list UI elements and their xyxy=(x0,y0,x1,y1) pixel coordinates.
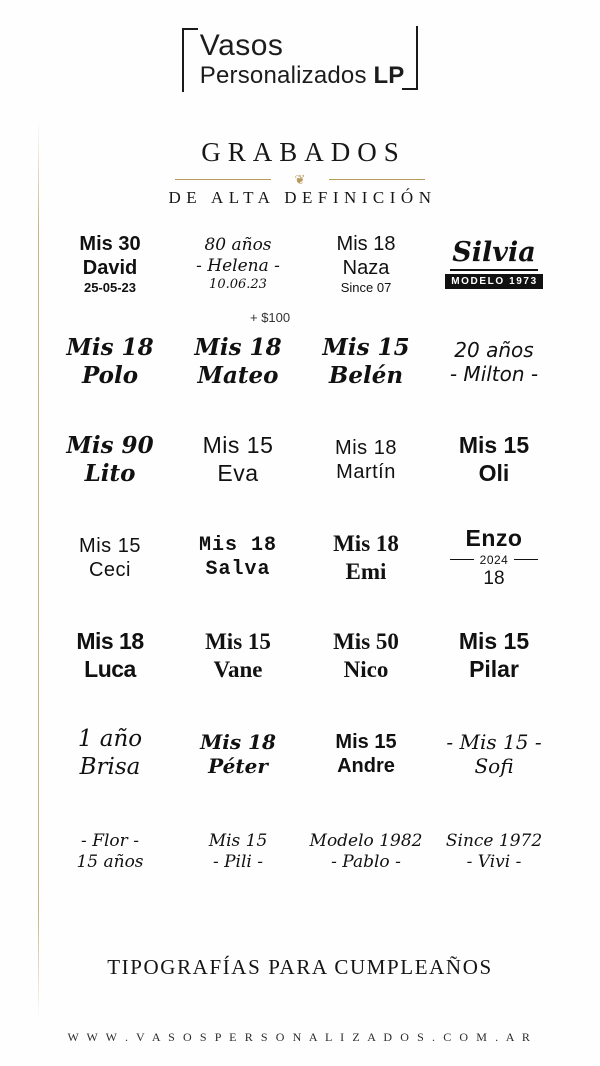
heading-block xyxy=(0,137,600,208)
sample-mis-15-oli xyxy=(430,411,558,509)
sample-line-1: Mis 30 xyxy=(79,232,141,255)
sample-line-2: Vane xyxy=(213,657,263,682)
sample-mis-15-eva xyxy=(174,411,302,509)
sample-mis-18-mateo xyxy=(174,313,302,411)
sample-mis-15-belen xyxy=(302,313,430,411)
sample-line-2: Oli xyxy=(478,460,510,486)
logo-lp-initials: LP xyxy=(373,62,405,90)
enzo-year-row xyxy=(450,553,539,567)
footer-title: TIPOGRAFÍAS PARA CUMPLEAÑOS xyxy=(107,955,493,979)
logo-line-2-text: Personalizados xyxy=(199,62,374,90)
sample-line-2: - Vivi - xyxy=(466,852,522,872)
sample-line-2: Naza xyxy=(342,257,390,280)
divider-bar-left xyxy=(175,179,271,180)
sample-line-1: 20 años xyxy=(454,337,534,362)
sample-line-1: Mis 15 xyxy=(335,730,397,753)
sample-line-1: Mis 15 xyxy=(458,628,530,655)
sample-line-2: Brisa xyxy=(79,754,141,780)
sample-mis-15-sofi xyxy=(430,705,558,803)
sample-mis-18-salva xyxy=(174,509,302,607)
sample-enzo-2024-18 xyxy=(430,509,558,607)
sample-80-anos-helena xyxy=(174,215,302,313)
sample-mis-18-emi xyxy=(302,509,430,607)
sample-mis-18-naza xyxy=(302,215,430,313)
sample-line-1: Mis 15 xyxy=(205,629,271,655)
sample-line-2: Luca xyxy=(84,656,136,682)
sample-1-ano-brisa xyxy=(46,705,174,803)
sample-line-1: Mis 90 xyxy=(66,432,154,460)
sample-line-1: - Flor - xyxy=(81,830,139,851)
enzo-age: 18 xyxy=(483,567,505,589)
sample-line-2: Lito xyxy=(84,460,136,487)
heading-subtitle: DE ALTA DEFINICIÓN xyxy=(168,188,437,207)
sample-line-2: Emi xyxy=(345,559,387,584)
logo-line-1: Vasos xyxy=(199,29,284,62)
typography-sample-grid xyxy=(46,215,558,901)
sample-flor-15-anos xyxy=(46,803,174,901)
sample-mis-90-lito xyxy=(46,411,174,509)
sample-line-1: Mis 15 xyxy=(79,534,141,557)
sample-line-2: Andre xyxy=(337,755,395,777)
silvia-name: Silvia xyxy=(450,239,537,270)
sample-line-1: Mis 18 xyxy=(336,232,396,255)
enzo-rule-right xyxy=(514,559,538,560)
logo-line-2 xyxy=(196,62,404,90)
sample-line-2: - Pili - xyxy=(212,852,264,872)
heading-title: GRABADOS xyxy=(201,137,406,167)
sample-line-2: Nico xyxy=(343,657,389,682)
sample-line-1: Mis 15 xyxy=(322,334,410,362)
sample-20-anos-milton xyxy=(430,313,558,411)
sample-line-1: Mis 15 xyxy=(208,830,268,851)
sample-mis-15-pilar xyxy=(430,607,558,705)
sample-line-1: Mis 18 xyxy=(198,533,277,557)
ornament-icon: ❦ xyxy=(294,172,306,187)
sample-line-1: Mis 18 xyxy=(66,334,154,362)
sample-mis-18-luca xyxy=(46,607,174,705)
sample-line-3: 25-05-23 xyxy=(83,280,137,296)
sample-line-2: Mateo xyxy=(197,362,279,389)
sample-line-1: - Mis 15 - xyxy=(446,729,542,754)
sample-line-2: David xyxy=(82,257,138,280)
sample-line-2: - Pablo - xyxy=(331,852,401,872)
sample-mis-50-nico xyxy=(302,607,430,705)
sample-line-1: Since 1972 xyxy=(445,830,543,851)
divider-bar-right xyxy=(329,179,425,180)
gold-vertical-rule xyxy=(38,120,39,1020)
sample-line-2: - Helena - xyxy=(196,255,280,276)
sample-line-1: 80 años xyxy=(204,234,272,255)
enzo-rule-left xyxy=(450,559,474,560)
sample-line-3: 10.06.23 xyxy=(209,277,267,293)
sample-line-3: Since 07 xyxy=(340,280,392,296)
price-note: + $100 xyxy=(250,310,291,325)
sample-line-2: Polo xyxy=(81,362,139,389)
sample-mis-18-peter xyxy=(174,705,302,803)
sample-mis-15-andre xyxy=(302,705,430,803)
footer-website-url: W W W . V A S O S P E R S O N A L I Z A D O S . C O M . A R xyxy=(67,1030,533,1044)
sample-modelo-1982-pablo xyxy=(302,803,430,901)
sample-line-2: Belén xyxy=(328,362,404,389)
sample-line-2: Pilar xyxy=(469,656,519,682)
sample-mis-30-david xyxy=(46,215,174,313)
sample-mis-15-vane xyxy=(174,607,302,705)
sample-line-1: Mis 15 xyxy=(202,432,274,459)
sample-line-2: - Milton - xyxy=(449,362,539,386)
sample-line-1: Mis 15 xyxy=(458,432,530,459)
sample-line-2: 15 años xyxy=(76,852,144,872)
sample-line-1: Mis 18 xyxy=(200,729,276,754)
sample-line-1: 1 año xyxy=(77,726,143,753)
sample-line-2: Sofi xyxy=(474,754,514,778)
brand-logo xyxy=(0,26,600,92)
sample-line-2: Péter xyxy=(208,754,268,778)
silvia-lockup xyxy=(445,239,543,288)
sample-line-1: Modelo 1982 xyxy=(309,830,423,851)
sample-mis-15-ceci xyxy=(46,509,174,607)
sample-since-1972-vivi xyxy=(430,803,558,901)
sample-line-2: Salva xyxy=(205,558,271,581)
heading-divider xyxy=(175,173,425,185)
sample-line-1: Mis 18 xyxy=(194,334,282,362)
sample-line-1: Mis 18 xyxy=(333,531,399,557)
sample-mis-15-pili xyxy=(174,803,302,901)
logo-bracket-frame xyxy=(182,26,418,92)
sample-line-2: Martín xyxy=(336,461,396,483)
enzo-year: 2024 xyxy=(479,552,509,567)
sample-line-1: Mis 18 xyxy=(76,628,144,655)
sample-mis-18-martin xyxy=(302,411,430,509)
sample-line-1: Mis 18 xyxy=(335,436,397,459)
enzo-name: Enzo xyxy=(465,525,523,552)
sample-mis-18-polo xyxy=(46,313,174,411)
sample-line-1: Mis 50 xyxy=(333,629,399,655)
sample-line-2: Ceci xyxy=(88,559,131,581)
silvia-model-badge: MODELO 1973 xyxy=(445,274,543,289)
sample-line-2: Eva xyxy=(217,460,259,486)
sample-silvia-modelo-1973 xyxy=(430,215,558,313)
